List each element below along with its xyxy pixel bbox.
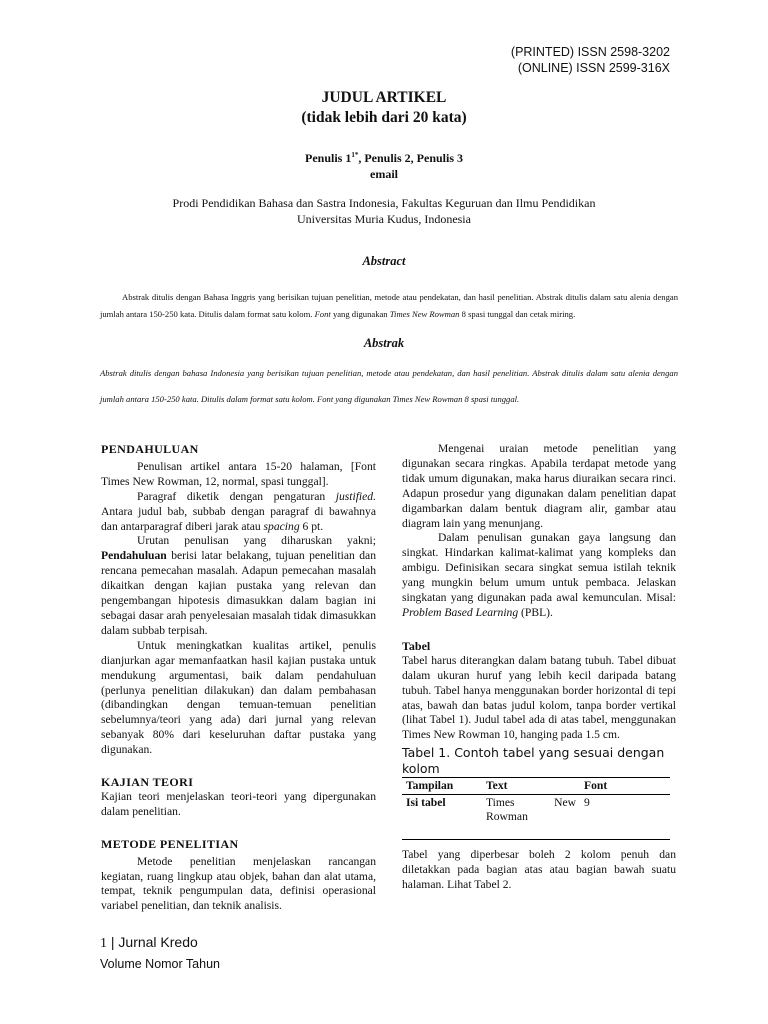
example-table bbox=[402, 777, 670, 840]
paragraph: Mengenai uraian metode penelitian yang digunakan secara ringkas. Apabila terdapat metode yang tidak umum digunakan, maka harus diuraikan secara rinci. Adapun prosedur yang digunakan dalam penelitian dapat digambarkan dalam bentuk diagram alir, gambar atau diagram lain yang menunjang. bbox=[402, 442, 676, 530]
table-header-cell: Font bbox=[580, 778, 670, 795]
table-bottom-rule bbox=[402, 825, 670, 840]
text-run: Paragraf diketik dengan pengaturan bbox=[137, 489, 336, 503]
text-run: Antara judul bab, subbab dengan paragraf di bawahnya dan antarparagraf diberi jarak atau bbox=[101, 504, 376, 533]
text-run: Problem Based Learning bbox=[402, 605, 519, 619]
right-column bbox=[402, 442, 676, 893]
affiliation-line-2: Universitas Muria Kudus, Indonesia bbox=[297, 212, 471, 226]
section-heading-pendahuluan: PENDAHULUAN bbox=[101, 442, 199, 456]
affiliation-line-1: Prodi Pendidikan Bahasa dan Sastra Indonesia, Fakultas Keguruan dan Ilmu Pendidikan bbox=[172, 196, 596, 210]
text-run: Dalam penulisan gunakan gaya langsung dan singkat. Hindarkan kalimat-kalimat yang kompleks dan ambigu. Definisikan secara singkat semua istilah teknik yang mungkin belum umum untuk pembaca. Jelaskan singkatan yang digunakan pada awal kemunculan. Misal: bbox=[402, 531, 676, 605]
title-line-2: (tidak lebih dari 20 kata) bbox=[301, 109, 467, 126]
text-run: spacing bbox=[263, 519, 300, 533]
author-email: email bbox=[370, 167, 398, 181]
table-header-cell: Tampilan bbox=[402, 778, 482, 795]
section-heading-kajian: KAJIAN TEORI bbox=[101, 775, 194, 790]
issn-online: (ONLINE) ISSN 2599-316X bbox=[517, 61, 670, 75]
abstract-text-tnr: Times New Rowman bbox=[389, 309, 460, 319]
text-run: berisi latar belakang, tujuan penelitian dan rencana pemecahan masalah. Adapun pemecahan masalah dikaitkan dengan kajian pustaka yang relevan dan pengembangan hipotesis dimasukkan dalam bagian ini sebagai dasar arah penyelesaian masalah tidak dimasukkan dalam subbab terpisah. bbox=[101, 549, 376, 637]
text-run: Pendahuluan bbox=[101, 549, 167, 563]
table-cell: Isi tabel bbox=[406, 796, 446, 810]
abstract-text-a: Abstrak ditulis dengan Bahasa Inggris yang berisikan tujuan penelitian, metode atau pendekatan, dan hasil penelitian. Abstrak ditulis dalam satu alenia dengan jumlah antara 150-250 kata. Ditulis dalam format satu kolom. bbox=[100, 292, 678, 319]
abstract-text-b: yang digunakan bbox=[330, 309, 390, 319]
text-run: 6 pt. bbox=[299, 519, 324, 533]
section-heading-tabel: Tabel bbox=[402, 638, 431, 653]
author-first-sup: 1* bbox=[351, 151, 359, 159]
issn-printed: (PRINTED) ISSN 2598-3202 bbox=[510, 45, 670, 59]
journal-name: | Jurnal Kredo bbox=[107, 934, 198, 950]
paragraph: Untuk meningkatkan kualitas artikel, penulis dianjurkan agar memanfaatkan hasil kajian pustaka untuk mendukung argumentasi, baik dalam pendahuluan (perlunya penelitian dilakukan) dan dalam pembahasan (dibandingkan dengan temuan-temuan penelitian sebelumnya/teori yang ada) dari jurnal yang relevan sebanyak 80% dari keseluruhan daftar pustaka yang digunakan. bbox=[101, 638, 376, 757]
paragraph: Metode penelitian menjelaskan rancangan kegiatan, ruang lingkup atau objek, bahan dan alat utama, tempat, teknik pengumpulan data, definisi operasional variabel penelitian, dan teknik analisis. bbox=[101, 854, 376, 913]
section-heading-metode: METODE PENELITIAN bbox=[101, 836, 239, 851]
abstrak-text: Abstrak ditulis dengan bahasa Indonesia yang berisikan tujuan penelitian, metode atau pendekatan, dan hasil penelitian. Abstrak ditulis dalam satu alenia dengan jumlah antara 150-250 kata. Ditulis dalam format satu kolom. Font yang digunakan Times New Rowman 8 spasi tunggal. bbox=[100, 368, 678, 404]
paragraph: Penulisan artikel antara 15-20 halaman, [Font Times New Rowman, 12, normal, spasi tunggal]. bbox=[101, 459, 376, 488]
table-caption: Tabel 1. Contoh tabel yang sesuai dengan kolom bbox=[402, 745, 665, 777]
paragraph bbox=[402, 531, 676, 620]
volume-info: Volume Nomor Tahun bbox=[100, 957, 220, 971]
table-header-cell: Text bbox=[482, 778, 580, 795]
authors-block bbox=[0, 147, 768, 182]
abstract-text bbox=[100, 289, 678, 323]
footer-journal-line bbox=[100, 932, 220, 954]
paragraph: Tabel yang diperbesar boleh 2 kolom penuh dan diletakkan pada bagian atas atau bagian bawah suatu halaman. Lihat Tabel 2. bbox=[402, 848, 676, 892]
paragraph: Tabel harus diterangkan dalam batang tubuh. Tabel dibuat dalam ukuran huruf yang lebih kecil daripada batang tubuh. Tabel hanya menggunakan border horizontal di tepi atas, bawah dan batas judul kolom, tanpa border vertikal (lihat Tabel 1). Judul tabel ada di atas tabel, menggunakan Times New Rowman 10, hanging pada 1.5 cm. bbox=[402, 653, 676, 742]
table-header-row bbox=[402, 778, 670, 795]
text-run: justified. bbox=[335, 489, 376, 503]
text-run: (PBL). bbox=[518, 605, 553, 619]
left-column bbox=[101, 442, 376, 914]
author-first: Penulis 1 bbox=[304, 151, 352, 165]
page-number: 1 bbox=[100, 936, 107, 951]
abstract-heading: Abstract bbox=[362, 254, 406, 268]
text-run: Urutan penulisan yang diharuskan yakni; bbox=[137, 534, 376, 548]
paragraph bbox=[101, 490, 376, 535]
abstrak-heading: Abstrak bbox=[363, 336, 405, 350]
title-line-1: JUDUL ARTIKEL bbox=[321, 89, 447, 106]
paragraph bbox=[101, 534, 376, 638]
paragraph: Kajian teori menjelaskan teori-teori yang dipergunakan dalam penelitian. bbox=[101, 789, 376, 818]
article-title bbox=[0, 88, 768, 128]
page-footer bbox=[100, 932, 220, 974]
issn-block bbox=[511, 44, 670, 76]
affiliation bbox=[0, 195, 768, 227]
author-rest: , Penulis 2, Penulis 3 bbox=[358, 151, 464, 165]
abstract-text-c: 8 spasi tunggal dan cetak miring. bbox=[459, 309, 576, 319]
abstract-text-font: Font bbox=[314, 309, 331, 319]
table-cell: Times New Rowman bbox=[486, 796, 576, 824]
table-cell: 9 bbox=[584, 796, 590, 810]
table-row bbox=[402, 795, 670, 826]
author-list bbox=[0, 147, 768, 166]
